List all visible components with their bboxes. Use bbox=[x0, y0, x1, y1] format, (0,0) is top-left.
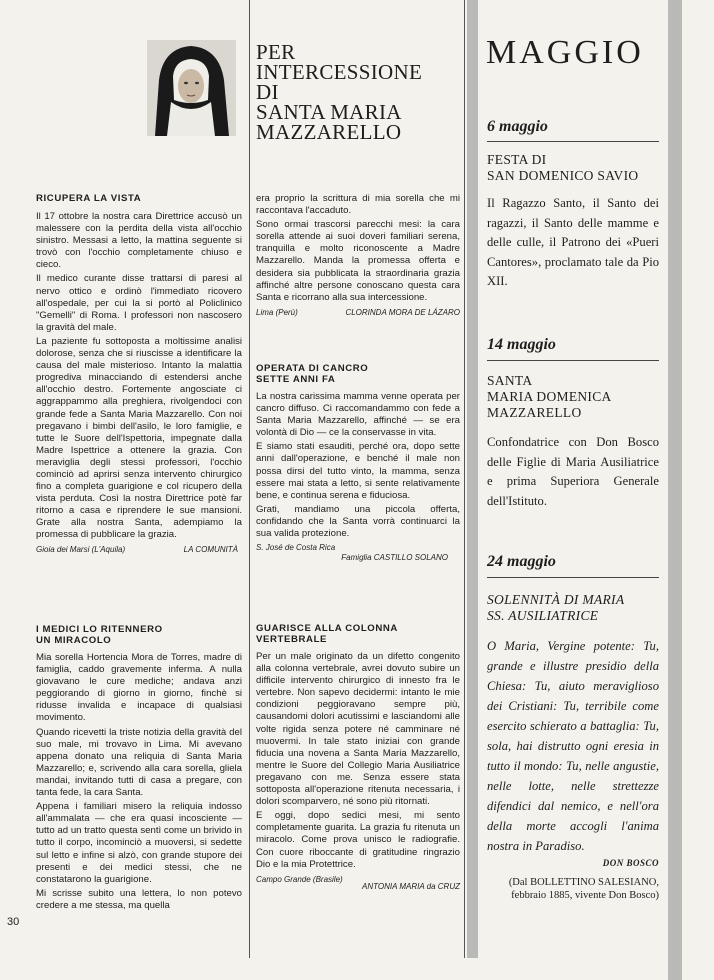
column-divider-middle bbox=[464, 0, 465, 958]
article-body bbox=[36, 211, 242, 542]
title-line: MAZZARELLO bbox=[256, 120, 402, 144]
signature-place: S. José de Costa Rica bbox=[256, 543, 336, 553]
signature-name: LA COMUNITÀ bbox=[183, 544, 238, 554]
article-colonna-vertebrale bbox=[256, 623, 460, 892]
paragraph: La paziente fu sottoposta a moltissime analisi dolorose, senza che si riuscisse a identificare la causa del male misterioso. Intanto la malattia progrediva minacciando di estendersi anche all'occhio destro. Fortemente angosciate ci aggrappammo alla preghiera, rivolgendoci con grande fede a Santa Maria Mazzarello. Con noi pregavano i bimbi dell'asilo, le loro famiglie, e tutte le Suore dell'Ispettoria, impegnate dalla Madre Ispettrice a ottenere la grazia. Con meraviglia degli stessi professori, l'occhio cominciò ad aprirsi senza intervento chirurgico fino a completa guarigione e col ricupero della vista perduta. Così la nostra Direttrice potè far ritorno a casa e riprendere le sue mansioni. Grate alla nostra Santa, adempiamo la promessa di pubblicare la grazia. bbox=[36, 335, 242, 541]
article-operata-di-cancro bbox=[256, 363, 460, 563]
day-title bbox=[487, 592, 659, 624]
nun-portrait bbox=[147, 40, 236, 136]
article-heading bbox=[256, 623, 460, 645]
month-heading: MAGGIO bbox=[486, 34, 644, 71]
source-line: febbraio 1885, vivente Don Bosco) bbox=[511, 890, 659, 901]
day-text: Il Ragazzo Santo, il Santo dei ragazzi, il Santo delle mamme e delle culle, il Patrono dei «Pueri Cantores», proclamato tale da Pio XII. bbox=[487, 196, 659, 288]
signature-name: Famiglia CASTILLO SOLANO bbox=[341, 553, 448, 563]
prayer-text: O Maria, Vergine potente: Tu, grande e illustre presidio della Chiesa: Tu, aiuto meraviglioso dei Cristiani: Tu, terribile come esercito schierato a battaglia: Tu, sola, hai distrutto ogni eresia in tutto il mondo: Tu, nelle angustie, nelle lotte, nelle strettezze difendici dal nemico, e nell'ora della morte accogli l'anima nostra in Paradiso. bbox=[487, 639, 659, 853]
article-ricupera-la-vista bbox=[36, 193, 242, 555]
date-underline bbox=[487, 577, 659, 578]
article-medici-miracolo bbox=[36, 624, 242, 914]
article-heading bbox=[36, 624, 242, 646]
gray-strip-left bbox=[467, 0, 478, 958]
signature-place: Campo Grande (Brasile) bbox=[256, 874, 343, 884]
day-title-line: MAZZARELLO bbox=[487, 405, 582, 420]
paragraph: Quando ricevetti la triste notizia della gravità del suo male, mi trovavo in Lima. Mi avevano appena donato una reliquia di Santa Maria Mazzarello; e, scrivendo alla cara sorella, gliela mandai, invitando tutti di casa a pregare, con tanta fede, la cara Santa. bbox=[36, 726, 242, 799]
day-entry-6-maggio bbox=[487, 118, 659, 292]
day-title-line: FESTA DI bbox=[487, 152, 547, 167]
day-title-line: SS. AUSILIATRICE bbox=[487, 608, 599, 623]
gray-strip-right bbox=[668, 0, 682, 980]
article-body bbox=[36, 652, 242, 912]
date-underline bbox=[487, 141, 659, 142]
paragraph: Il 17 ottobre la nostra cara Direttrice accusò un malessere con la perdita della vista all'occhio sinistro. Messasi a letto, la mattina seguente si trovò con l'occhio completamente chiuso e cieco. bbox=[36, 211, 242, 271]
article-body bbox=[256, 651, 460, 871]
signature-name: CLORINDA MORA DE LÁZARO bbox=[345, 307, 460, 317]
signature-place: Gioia dei Marsi (L'Aquila) bbox=[36, 544, 126, 554]
day-title bbox=[487, 373, 659, 421]
signature-place: Lima (Perù) bbox=[256, 307, 298, 317]
day-entry-14-maggio bbox=[487, 336, 659, 511]
heading-line: SETTE ANNI FA bbox=[256, 374, 336, 385]
page-title bbox=[256, 42, 462, 142]
day-text: Confondatrice con Don Bosco delle Figlie di Maria Ausiliatrice e prima Superiora Generale dell'Istituto. bbox=[487, 435, 659, 508]
paragraph: Sono ormai trascorsi parecchi mesi: la cara sorella attende ai suoi doveri familiari serena, tranquilla e molto riconoscente a Madre Mazzarello. Manda la promessa offerta e desidera sia pubblicata la straordinaria grazia affinché altre persone conoscano questa cara Santa e ricorrano alla sua intercessione. bbox=[256, 219, 460, 303]
paragraph: Il medico curante disse trattarsi di paresi al nervo ottico e ordinò l'immediato ricovero all'ospedale, per cui la si portò al Policlinico "Gemelli" di Roma. I professori non nascosero la gravità del male. bbox=[36, 273, 242, 333]
paragraph: Mia sorella Hortencia Mora de Torres, madre di famiglia, caddo gravemente inferma. A nulla giovavano le cure mediche; andava anzi peggiorando di giorno in giorno, finchè si ridusse invalida e incapace di qualsiasi movimento. bbox=[36, 652, 242, 724]
prayer-source bbox=[487, 876, 659, 902]
day-title bbox=[487, 152, 659, 184]
heading-line: GUARISCE ALLA COLONNA bbox=[256, 623, 398, 634]
nun-portrait-illustration bbox=[147, 40, 236, 136]
article-heading bbox=[256, 363, 460, 385]
day-title-line: MARIA DOMENICA bbox=[487, 389, 612, 404]
paragraph: Per un male originato da un difetto congenito alla colonna vertebrale, avrei dovuto subire un difficile intervento chirurgico di innesto fra le vertebre. Non sapevo decidermi: intanto le mie condizioni peggioravano sempre più, causandomi dolori acutissimi e lasciandomi alle volte rigida senza potere né camminare né muovermi. In tale stato iniziai con grande fiducia una novena a Santa Maria Mazzarello, mentre le Suore del Collegio Maria Ausiliatrice pregavano con me. Senza essere stata sottoposta all'operazione ritenuta necessaria, i dolori scomparvero, né sono più ritornati. bbox=[256, 651, 460, 808]
day-title-line: SAN DOMENICO SAVIO bbox=[487, 168, 639, 183]
paragraph: era proprio la scrittura di mia sorella che mi raccontava l'accaduto. bbox=[256, 193, 460, 217]
paragraph: E siamo stati esauditi, perché ora, dopo sette anni dall'operazione, e benché il male non possa dirsi del tutto vinto, la mamma, senza essere mai stata a letto, si sente relativamente bene, e continua serena e fiduciosa. bbox=[256, 441, 460, 501]
day-title-line: SOLENNITÀ DI MARIA bbox=[487, 592, 625, 607]
day-title-line: SANTA bbox=[487, 373, 533, 388]
day-date: 14 maggio bbox=[487, 336, 556, 353]
title-line: SANTA MARIA bbox=[256, 100, 402, 124]
column-divider-left bbox=[249, 0, 250, 958]
heading-line: VERTEBRALE bbox=[256, 634, 328, 645]
heading-line: OPERATA DI CANCRO bbox=[256, 363, 369, 374]
title-line: INTERCESSIONE bbox=[256, 60, 423, 84]
article-heading: RICUPERA LA VISTA bbox=[36, 193, 142, 204]
title-line: DI bbox=[256, 80, 279, 104]
title-line: PER bbox=[256, 40, 296, 64]
article-body bbox=[256, 391, 460, 540]
paragraph: E oggi, dopo sedici mesi, mi sento completamente guarita. La grazia fu ritenuta un miracolo. Come prova unisco le radiografie. Con cuore riboccante di gratitudine ringrazio Dio e la mia Protettrice. bbox=[256, 810, 460, 870]
paragraph: Mi scrisse subito una lettera, lo non potevo credere a me stessa, ma quella bbox=[36, 887, 242, 911]
date-underline bbox=[487, 360, 659, 361]
heading-line: UN MIRACOLO bbox=[36, 635, 112, 646]
signature-name: ANTONIA MARIA da CRUZ bbox=[362, 881, 460, 891]
source-line: (Dal BOLLETTINO SALESIANO, bbox=[508, 877, 659, 888]
paragraph: La nostra carissima mamma venne operata per cancro diffuso. Ci raccomandammo con fede a Santa Maria Mazzarello, affinché — se era volontà di Dio — ce la conservasse in vita. bbox=[256, 391, 460, 439]
paragraph: Appena i familiari misero la reliquia indosso all'ammalata — che era quasi incosciente — tutto ad un tratto questa sentì come un brivido in tutto il corpo, incominciò a muoversi, si sedette sul letto e infine si alzò, con grande stupore dei presenti e dei medici stessi, che ne constatarono la guarigione. bbox=[36, 801, 242, 885]
day-date: 24 maggio bbox=[487, 553, 556, 570]
paragraph: Grati, mandiamo una piccola offerta, confidando che la Santa vorrà continuarci la sua valida protezione. bbox=[256, 503, 460, 540]
article-continued bbox=[256, 193, 460, 318]
day-entry-24-maggio bbox=[487, 553, 659, 902]
prayer-author: DON BOSCO bbox=[602, 858, 659, 868]
day-date: 6 maggio bbox=[487, 118, 548, 135]
page-number: 30 bbox=[7, 916, 20, 928]
article-body bbox=[256, 193, 460, 304]
heading-line: I MEDICI LO RITENNERO bbox=[36, 624, 163, 635]
